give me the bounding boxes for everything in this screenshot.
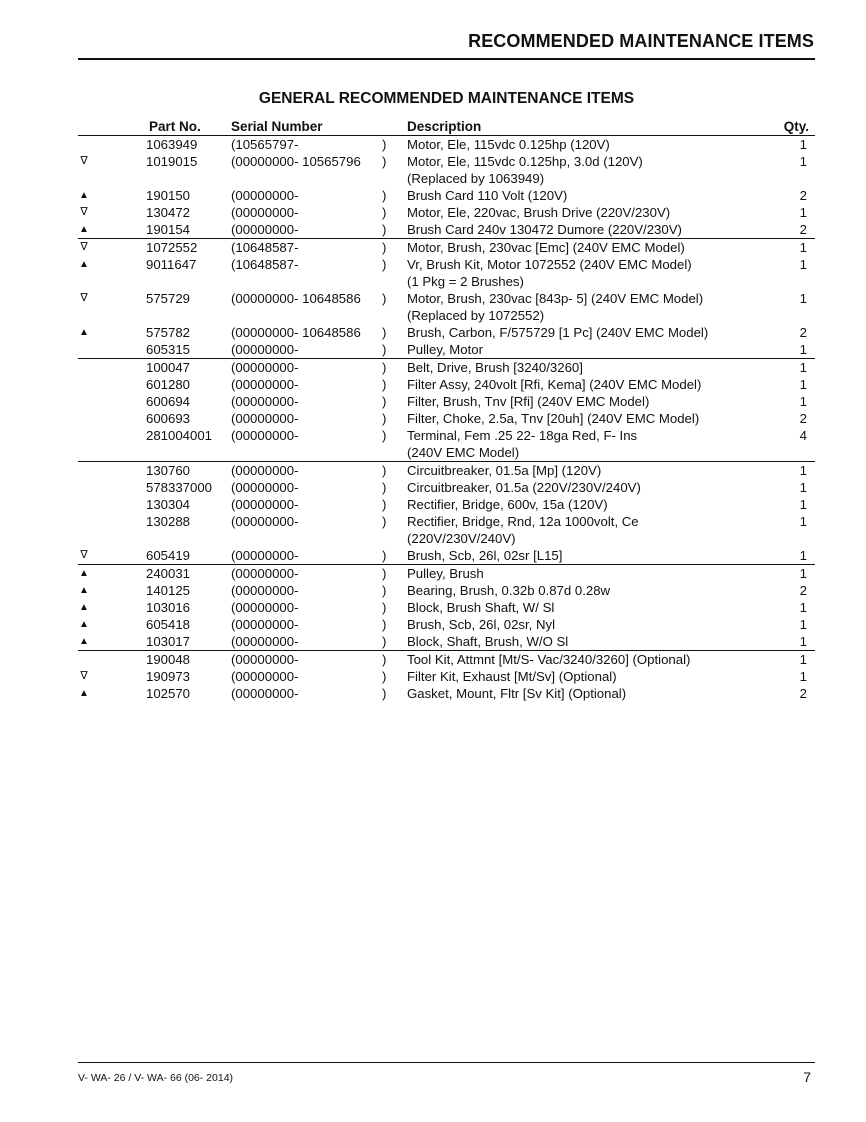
serial-close-paren: ) [382, 188, 387, 203]
description-line: (1 Pkg = 2 Brushes) [407, 274, 524, 289]
part-number: 1063949 [146, 137, 198, 152]
serial-close-paren: ) [382, 600, 387, 615]
table-row [78, 547, 815, 564]
description-line: Filter, Brush, Tnv [Rfi] (240V EMC Model) [407, 394, 650, 409]
description-line: Pulley, Brush [407, 566, 484, 581]
part-number: 600694 [146, 394, 191, 409]
description-line: Terminal, Fem .25 22- 18ga Red, F- Ins [407, 428, 638, 443]
description-line: Bearing, Brush, 0.32b 0.87d 0.28w [407, 583, 611, 598]
serial-number: (00000000- [231, 652, 299, 667]
serial-number: (00000000- [231, 360, 299, 375]
part-number: 130304 [146, 497, 191, 512]
serial-close-paren: ) [382, 154, 387, 169]
serial-close-paren: ) [382, 257, 387, 272]
description-line: Filter Assy, 240volt [Rfi, Kema] (240V EMC Model) [407, 377, 702, 392]
table-row [78, 599, 815, 616]
serial-number: (00000000- [231, 548, 299, 563]
quantity: 1 [799, 154, 807, 169]
serial-number: (00000000- [231, 566, 299, 581]
description-line: Tool Kit, Attmnt [Mt/S- Vac/3240/3260] (Optional) [407, 652, 691, 667]
table-row [78, 479, 815, 496]
serial-number: (00000000- [231, 617, 299, 632]
quantity: 1 [799, 617, 807, 632]
serial-close-paren: ) [382, 669, 387, 684]
document-id: V- WA- 26 / V- WA- 66 (06- 2014) [78, 1072, 234, 1084]
serial-close-paren: ) [382, 634, 387, 649]
quantity: 1 [799, 634, 807, 649]
triangle-up-icon: ▲ [79, 327, 89, 338]
quantity: 1 [799, 240, 807, 255]
section-title: GENERAL RECOMMENDED MAINTENANCE ITEMS [258, 90, 635, 107]
description-line: (Replaced by 1063949) [407, 171, 545, 186]
serial-close-paren: ) [382, 394, 387, 409]
part-number: 130288 [146, 514, 191, 529]
serial-number: (10648587- [231, 240, 299, 255]
table-row [78, 650, 815, 668]
description-line: Motor, Ele, 115vdc 0.125hp, 3.0d (120V) [407, 154, 643, 169]
serial-close-paren: ) [382, 514, 387, 529]
quantity: 1 [799, 652, 807, 667]
description-line: Filter, Choke, 2.5a, Tnv [20uh] (240V EMC Model) [407, 411, 700, 426]
table-row [78, 564, 815, 582]
part-number: 1019015 [146, 154, 198, 169]
description-line: Brush, Carbon, F/575729 [1 Pc] (240V EMC Model) [407, 325, 709, 340]
serial-close-paren: ) [382, 360, 387, 375]
description-line: Block, Brush Shaft, W/ Sl [407, 600, 555, 615]
serial-close-paren: ) [382, 411, 387, 426]
serial-number: (00000000- [231, 411, 299, 426]
serial-number: (10648587- [231, 257, 299, 272]
table-row [78, 290, 815, 324]
triangle-down-icon: ∇ [80, 549, 88, 561]
quantity: 1 [799, 548, 807, 563]
table-row [78, 221, 815, 238]
table-row [78, 582, 815, 599]
quantity: 1 [799, 600, 807, 615]
serial-close-paren: ) [382, 428, 387, 443]
quantity: 2 [799, 325, 807, 340]
serial-close-paren: ) [382, 205, 387, 220]
table-row [78, 153, 815, 187]
serial-number: (00000000- [231, 463, 299, 478]
description-line: Rectifier, Bridge, 600v, 15a (120V) [407, 497, 608, 512]
part-number: 102570 [146, 686, 191, 701]
part-number: 575782 [146, 325, 191, 340]
description-line: Circuitbreaker, 01.5a (220V/230V/240V) [407, 480, 641, 495]
description-line: Motor, Ele, 115vdc 0.125hp (120V) [407, 137, 610, 152]
table-row [78, 685, 815, 702]
serial-number: (00000000- [231, 205, 299, 220]
serial-close-paren: ) [382, 137, 387, 152]
quantity: 1 [799, 497, 807, 512]
table-row [78, 256, 815, 290]
quantity: 1 [799, 566, 807, 581]
serial-number: (00000000- [231, 377, 299, 392]
part-number: 103017 [146, 634, 191, 649]
serial-number: (00000000- [231, 428, 299, 443]
serial-close-paren: ) [382, 291, 387, 306]
serial-number: (00000000- 10648586 [231, 325, 361, 340]
triangle-up-icon: ▲ [79, 568, 89, 579]
page-header-title: RECOMMENDED MAINTENANCE ITEMS [468, 31, 814, 51]
serial-number: (00000000- [231, 634, 299, 649]
table-row [78, 410, 815, 427]
description-line: Brush Card 240v 130472 Dumore (220V/230V) [407, 222, 682, 237]
triangle-up-icon: ▲ [79, 224, 89, 235]
footer-divider [78, 1062, 815, 1063]
quantity: 2 [799, 222, 807, 237]
table-row [78, 358, 815, 376]
serial-number: (00000000- [231, 480, 299, 495]
triangle-down-icon: ∇ [80, 292, 88, 304]
description-line: Motor, Brush, 230vac [Emc] (240V EMC Model) [407, 240, 685, 255]
description-line: (240V EMC Model) [407, 445, 520, 460]
quantity: 1 [799, 669, 807, 684]
part-number: 600693 [146, 411, 191, 426]
part-number: 281004001 [146, 428, 213, 443]
quantity: 2 [799, 583, 807, 598]
serial-number: (00000000- [231, 342, 299, 357]
quantity: 1 [799, 205, 807, 220]
table-row [78, 187, 815, 204]
serial-close-paren: ) [382, 686, 387, 701]
part-number: 601280 [146, 377, 191, 392]
description-line: Filter Kit, Exhaust [Mt/Sv] (Optional) [407, 669, 617, 684]
part-number: 605419 [146, 548, 191, 563]
table-row [78, 496, 815, 513]
part-number: 605418 [146, 617, 191, 632]
serial-number: (00000000- 10565796 [231, 154, 361, 169]
quantity: 1 [799, 137, 807, 152]
description-line: Pulley, Motor [407, 342, 483, 357]
triangle-up-icon: ▲ [79, 190, 89, 201]
quantity: 1 [799, 342, 807, 357]
part-number: 190154 [146, 222, 191, 237]
quantity: 2 [799, 411, 807, 426]
table-row [78, 204, 815, 221]
table-row [78, 393, 815, 410]
part-number: 103016 [146, 600, 191, 615]
part-number: 605315 [146, 342, 191, 357]
quantity: 1 [799, 394, 807, 409]
serial-number: (00000000- [231, 600, 299, 615]
column-header-qty: Qty. [783, 119, 809, 134]
serial-close-paren: ) [382, 652, 387, 667]
triangle-down-icon: ∇ [80, 155, 88, 167]
triangle-up-icon: ▲ [79, 688, 89, 699]
serial-close-paren: ) [382, 617, 387, 632]
serial-close-paren: ) [382, 222, 387, 237]
table-header-row [78, 118, 815, 136]
quantity: 1 [799, 514, 807, 529]
table-row [78, 461, 815, 479]
triangle-up-icon: ▲ [79, 602, 89, 613]
part-number: 1072552 [146, 240, 198, 255]
serial-number: (00000000- [231, 583, 299, 598]
serial-number: (10565797- [231, 137, 299, 152]
serial-number: (00000000- [231, 497, 299, 512]
table-row [78, 513, 815, 547]
part-number: 190048 [146, 652, 191, 667]
part-number: 190150 [146, 188, 191, 203]
part-number: 130760 [146, 463, 191, 478]
table-row [78, 633, 815, 650]
serial-number: (00000000- [231, 222, 299, 237]
description-line: Brush, Scb, 26l, 02sr, Nyl [407, 617, 556, 632]
quantity: 1 [799, 360, 807, 375]
table-row [78, 238, 815, 256]
triangle-up-icon: ▲ [79, 259, 89, 270]
description-line: Block, Shaft, Brush, W/O Sl [407, 634, 569, 649]
triangle-up-icon: ▲ [79, 619, 89, 630]
serial-close-paren: ) [382, 377, 387, 392]
serial-close-paren: ) [382, 342, 387, 357]
quantity: 1 [799, 291, 807, 306]
table-row [78, 616, 815, 633]
serial-number: (00000000- [231, 686, 299, 701]
part-number: 578337000 [146, 480, 213, 495]
serial-number: (00000000- [231, 394, 299, 409]
description-line: Motor, Ele, 220vac, Brush Drive (220V/230V) [407, 205, 671, 220]
part-number: 140125 [146, 583, 191, 598]
table-row [78, 136, 815, 153]
quantity: 1 [799, 480, 807, 495]
serial-number: (00000000- [231, 514, 299, 529]
table-body [78, 136, 815, 702]
quantity: 2 [799, 686, 807, 701]
description-line: Belt, Drive, Brush [3240/3260] [407, 360, 583, 375]
serial-close-paren: ) [382, 240, 387, 255]
column-header-part: Part No. [149, 119, 201, 134]
table-row [78, 668, 815, 685]
description-line: (Replaced by 1072552) [407, 308, 545, 323]
description-line: Gasket, Mount, Fltr [Sv Kit] (Optional) [407, 686, 627, 701]
serial-close-paren: ) [382, 480, 387, 495]
quantity: 1 [799, 377, 807, 392]
triangle-down-icon: ∇ [80, 670, 88, 682]
serial-close-paren: ) [382, 463, 387, 478]
part-number: 9011647 [146, 257, 197, 272]
description-line: Circuitbreaker, 01.5a [Mp] (120V) [407, 463, 602, 478]
description-line: (220V/230V/240V) [407, 531, 516, 546]
serial-number: (00000000- [231, 188, 299, 203]
triangle-up-icon: ▲ [79, 585, 89, 596]
quantity: 1 [799, 463, 807, 478]
table-row [78, 324, 815, 341]
serial-number: (00000000- 10648586 [231, 291, 361, 306]
description-line: Rectifier, Bridge, Rnd, 12a 1000volt, Ce [407, 514, 639, 529]
description-line: Brush, Scb, 26l, 02sr [L15] [407, 548, 563, 563]
part-number: 240031 [146, 566, 191, 581]
serial-number: (00000000- [231, 669, 299, 684]
triangle-down-icon: ∇ [80, 241, 88, 253]
table-row [78, 341, 815, 358]
part-number: 575729 [146, 291, 191, 306]
serial-close-paren: ) [382, 497, 387, 512]
part-number: 190973 [146, 669, 191, 684]
table-row [78, 427, 815, 461]
part-number: 100047 [146, 360, 191, 375]
header-divider [78, 58, 815, 60]
page-number: 7 [803, 1069, 811, 1085]
serial-close-paren: ) [382, 566, 387, 581]
quantity: 4 [799, 428, 807, 443]
part-number: 130472 [146, 205, 191, 220]
parts-table [78, 118, 815, 702]
serial-close-paren: ) [382, 583, 387, 598]
column-header-serial: Serial Number [231, 119, 323, 134]
description-line: Motor, Brush, 230vac [843p- 5] (240V EMC Model) [407, 291, 704, 306]
table-row [78, 376, 815, 393]
serial-close-paren: ) [382, 325, 387, 340]
column-header-description: Description [407, 119, 482, 134]
triangle-down-icon: ∇ [80, 206, 88, 218]
description-line: Brush Card 110 Volt (120V) [407, 188, 568, 203]
serial-close-paren: ) [382, 548, 387, 563]
description-line: Vr, Brush Kit, Motor 1072552 (240V EMC Model) [407, 257, 692, 272]
quantity: 2 [799, 188, 807, 203]
quantity: 1 [799, 257, 807, 272]
triangle-up-icon: ▲ [79, 636, 89, 647]
